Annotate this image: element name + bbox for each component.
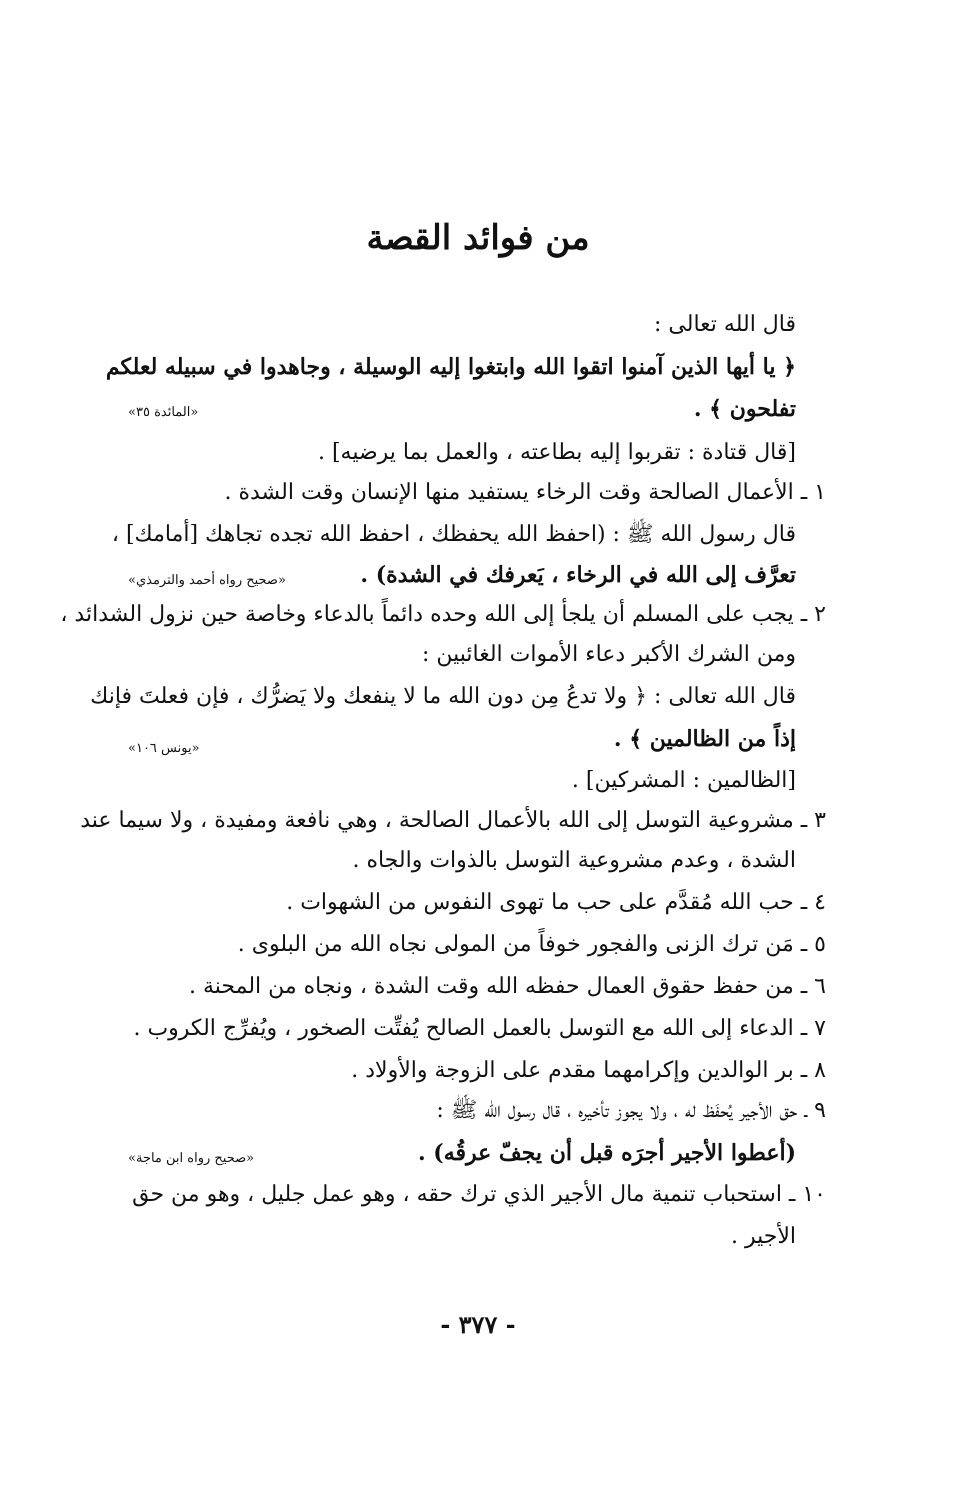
quran-verse-line: قال الله تعالى : ﴿ ولا تدعُ مِن دون الله ما لا ينفعك ولا يَضرُّك ، فإن فعلتَ فإنك — [90, 684, 796, 709]
source-reference: «المائدة ٣٥» — [128, 405, 199, 420]
list-item: ٧ ـ الدعاء إلى الله مع التوسل بالعمل الصالح يُفتِّت الصخور ، ويُفرِّج الكروب . — [133, 1016, 826, 1041]
text-line: الشدة ، وعدم مشروعية التوسل بالذوات والجاه . — [352, 848, 796, 873]
quran-verse-line: ﴿ يا أيها الذين آمنوا اتقوا الله وابتغوا إليه الوسيلة ، وجاهدوا في سبيله لعلكم — [105, 354, 796, 380]
hadith-line: قال رسول الله ﷺ : (احفظ الله يحفظك ، احفظ الله تجده تجاهك [أمامك] ، — [111, 522, 796, 547]
page-number: - ٣٧٧ - — [440, 1310, 516, 1339]
list-item: ٩ ـ حق الأجير يُحفَظ له ، ولا يجوز تأخيره ، قال رسول الله ﷺ : — [436, 1098, 826, 1123]
list-item: ١ ـ الأعمال الصالحة وقت الرخاء يستفيد منها الإنسان وقت الشدة . — [224, 480, 826, 505]
text-line: قال الله تعالى : — [654, 312, 796, 337]
source-reference: «صحيح رواه ابن ماجة» — [128, 1151, 255, 1166]
quran-verse-line: إذاً من الظالمين ﴾ . — [613, 726, 796, 752]
list-item: ٨ ـ بر الوالدين وإكرامهما مقدم على الزوجة والأولاد . — [351, 1058, 826, 1083]
list-item: ٣ ـ مشروعية التوسل إلى الله بالأعمال الصالحة ، وهي نافعة ومفيدة ، ولا سيما عند — [80, 808, 826, 833]
hadith-line: تعرَّف إلى الله في الرخاء ، يَعرفك في الشدة) . — [360, 562, 796, 588]
hadith-line: (أعطوا الأجير أجرَه قبل أن يجفّ عرقُه) . — [417, 1140, 796, 1166]
text-line: [قال قتادة : تقربوا إليه بطاعته ، والعمل بما يرضيه] . — [317, 440, 796, 465]
list-item: ٤ ـ حب الله مُقدَّم على حب ما تهوى النفوس من الشهوات . — [286, 890, 826, 915]
list-item: ١٠ ـ استحباب تنمية مال الأجير الذي ترك حقه ، وهو عمل جليل ، وهو من حق — [132, 1182, 826, 1207]
text-line: ومن الشرك الأكبر دعاء الأموات الغائبين : — [421, 642, 796, 667]
text-line: [الظالمين : المشركين] . — [571, 768, 796, 793]
source-reference: «يونس ١٠٦» — [128, 741, 200, 756]
list-item: ٥ ـ مَن ترك الزنى والفجور خوفاً من المولى نجاه الله من البلوى . — [237, 932, 826, 957]
page-title: من فوائد القصة — [366, 218, 590, 258]
list-item: ٢ ـ يجب على المسلم أن يلجأ إلى الله وحده دائماً بالدعاء وخاصة حين نزول الشدائد ، — [60, 602, 826, 627]
list-item: ٦ ـ من حفظ حقوق العمال حفظه الله وقت الشدة ، ونجاه من المحنة . — [188, 974, 826, 999]
source-reference: «صحيح رواه أحمد والترمذي» — [128, 573, 286, 588]
text-line: الأجير . — [730, 1224, 796, 1249]
quran-verse-line: تفلحون ﴾ . — [693, 396, 796, 422]
